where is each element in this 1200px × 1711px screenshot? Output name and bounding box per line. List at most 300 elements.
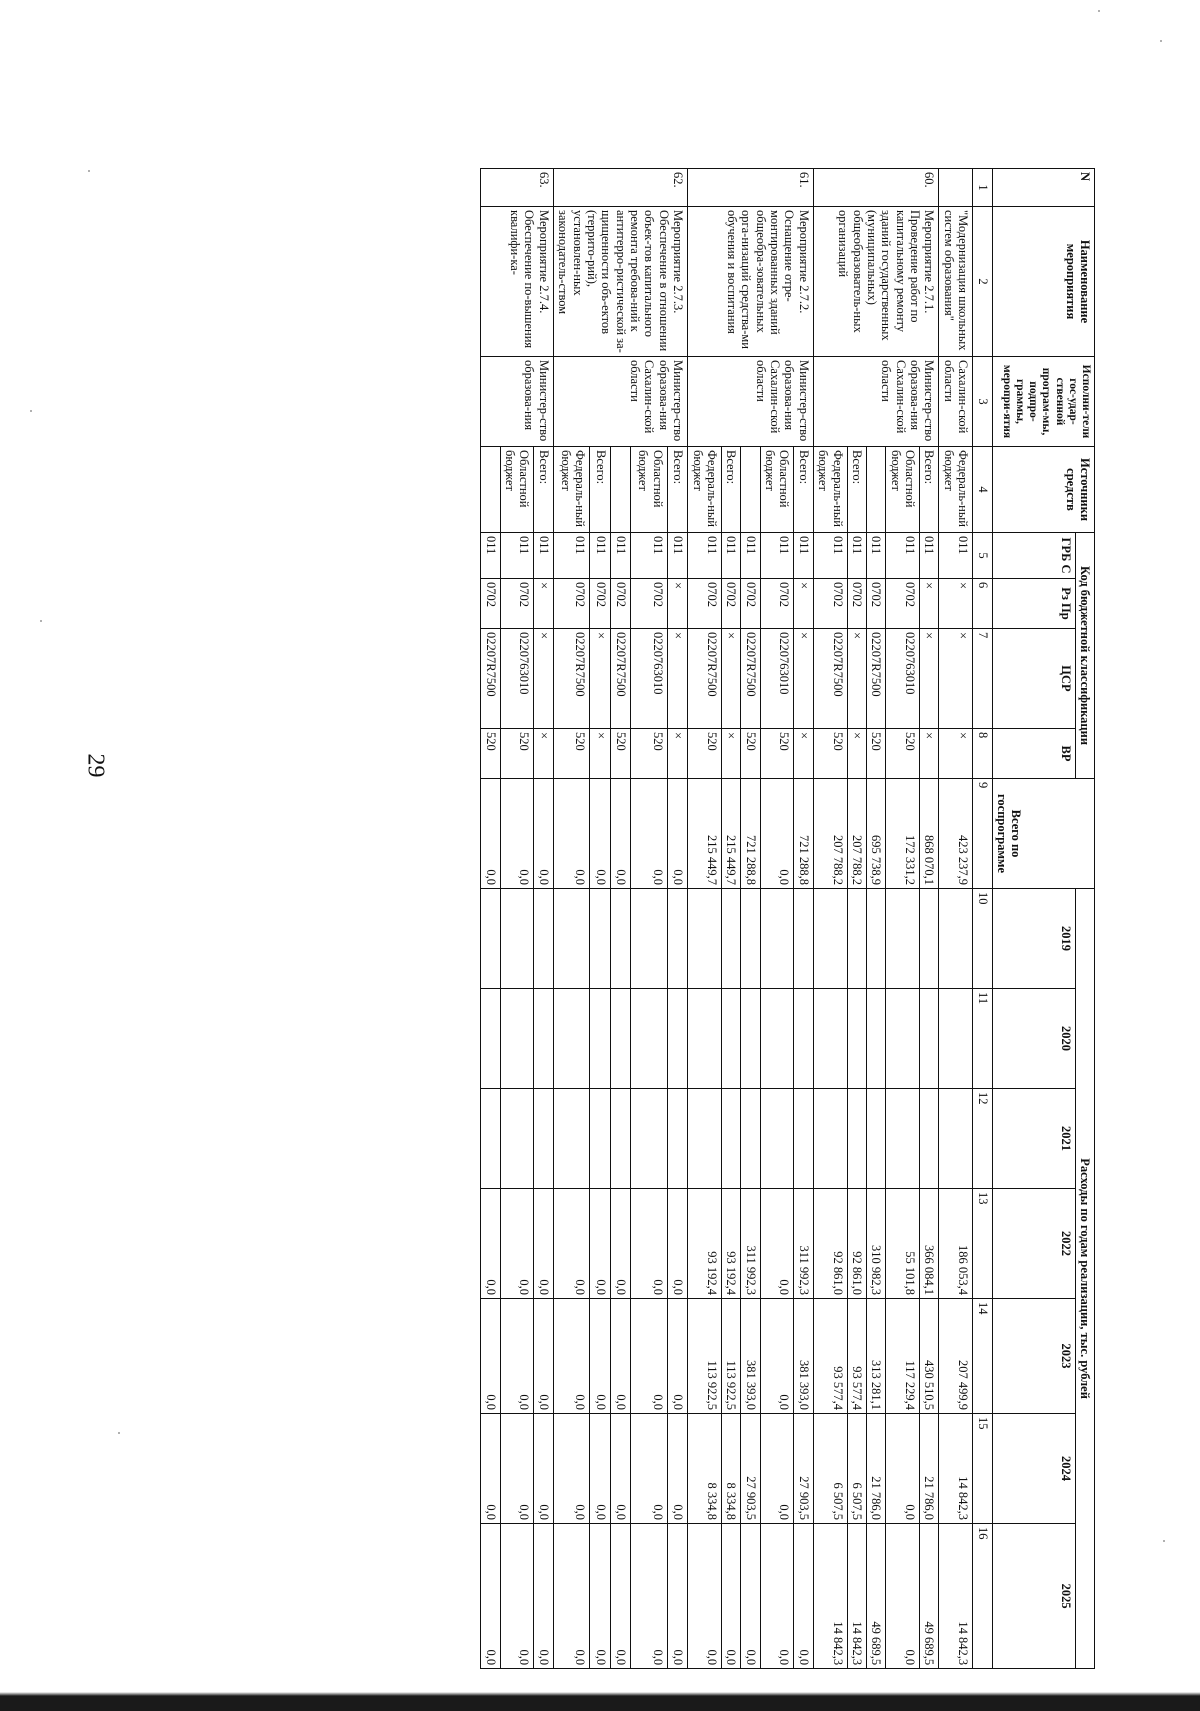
cell-name: Мероприятие 2.7.1. Проведение работ по капитальному ремонту зданий государственных (муниципальных) общеобразователь-ных организаций <box>813 207 939 357</box>
cell-2024: 6 507,5 <box>813 1414 847 1524</box>
table-row <box>939 169 973 1669</box>
cell-2024: 0,0 <box>631 1414 667 1524</box>
header-n: N <box>992 169 1094 207</box>
cell-2024: 21 786,0 <box>867 1414 886 1524</box>
cell-source <box>867 447 886 533</box>
cell-total: 0,0 <box>610 779 631 889</box>
cell-rzpr: 0702 <box>481 579 500 629</box>
cell-rzpr: × <box>667 579 688 629</box>
cell-vr: 520 <box>500 729 534 779</box>
cell-csr: × <box>590 629 611 729</box>
cell-2023: 313 281,1 <box>867 1299 886 1414</box>
cell-vr: 520 <box>741 729 760 779</box>
cell-2025: 0,0 <box>794 1524 813 1669</box>
cell-2019 <box>553 889 589 989</box>
cell-2021 <box>610 1089 631 1189</box>
cell-2020 <box>813 989 847 1089</box>
cell-grbs: 011 <box>886 533 920 579</box>
cell-vr: 520 <box>688 729 722 779</box>
cell-name: "Модернизация школьных систем образования" <box>939 207 973 357</box>
scan-speck <box>1098 10 1100 12</box>
header-year-2024: 2024 <box>992 1414 1075 1524</box>
cell-n <box>939 169 973 207</box>
cell-2025: 0,0 <box>886 1524 920 1669</box>
cell-2021 <box>760 1089 794 1189</box>
header-year-2019: 2019 <box>992 889 1075 989</box>
column-number: 16 <box>973 1524 992 1669</box>
cell-2022: 0,0 <box>631 1189 667 1299</box>
cell-2019 <box>741 889 760 989</box>
cell-2021 <box>481 1089 500 1189</box>
cell-2024: 0,0 <box>886 1414 920 1524</box>
cell-vr: 520 <box>553 729 589 779</box>
cell-2019 <box>920 889 939 989</box>
cell-2023: 0,0 <box>610 1299 631 1414</box>
cell-vr: 520 <box>631 729 667 779</box>
cell-2024: 0,0 <box>553 1414 589 1524</box>
cell-csr: 02207R7500 <box>553 629 589 729</box>
scan-speck <box>40 620 42 622</box>
cell-vr: × <box>794 729 813 779</box>
header-grbs: ГРБ С <box>992 533 1075 579</box>
cell-n: 60. <box>813 169 939 207</box>
cell-vr: × <box>667 729 688 779</box>
column-number: 1 <box>973 169 992 207</box>
header-code-group: Код бюджетной классификации <box>1075 533 1094 779</box>
cell-csr: 02207R7500 <box>481 629 500 729</box>
cell-2020 <box>794 989 813 1089</box>
table-row <box>667 169 688 1669</box>
cell-csr: × <box>847 629 866 729</box>
cell-2023: 381 393,0 <box>741 1299 760 1414</box>
cell-source: Федераль-ный бюджет <box>813 447 847 533</box>
cell-2020 <box>631 989 667 1089</box>
column-number: 10 <box>973 889 992 989</box>
cell-2021 <box>667 1089 688 1189</box>
cell-csr: 02207R7500 <box>813 629 847 729</box>
cell-2021 <box>553 1089 589 1189</box>
cell-rzpr: × <box>939 579 973 629</box>
cell-2023: 381 393,0 <box>794 1299 813 1414</box>
cell-2019 <box>610 889 631 989</box>
budget-table <box>480 168 1095 1669</box>
cell-vr: 520 <box>760 729 794 779</box>
cell-rzpr: 0702 <box>722 579 741 629</box>
column-number: 3 <box>973 357 992 447</box>
cell-total: 0,0 <box>590 779 611 889</box>
cell-total: 0,0 <box>481 779 500 889</box>
cell-2021 <box>847 1089 866 1189</box>
cell-rzpr: 0702 <box>847 579 866 629</box>
header-year-2020: 2020 <box>992 989 1075 1089</box>
header-total: Всего по госпрограмме <box>992 779 1094 889</box>
cell-rzpr: 0702 <box>813 579 847 629</box>
cell-2024: 0,0 <box>481 1414 500 1524</box>
cell-exec: Министер-ство образова-ния Сахалин-ской области <box>813 357 939 447</box>
cell-csr: 02207R7500 <box>610 629 631 729</box>
cell-grbs: 011 <box>500 533 534 579</box>
cell-source: Областной бюджет <box>500 447 534 533</box>
cell-vr: 520 <box>813 729 847 779</box>
cell-2019 <box>631 889 667 989</box>
header-years-group: Расходы по годам реализации, тыс. рублей <box>1075 889 1094 1669</box>
cell-2023: 0,0 <box>481 1299 500 1414</box>
cell-2024: 0,0 <box>610 1414 631 1524</box>
cell-rzpr: 0702 <box>590 579 611 629</box>
cell-grbs: 011 <box>631 533 667 579</box>
cell-2021 <box>920 1089 939 1189</box>
cell-grbs: 011 <box>553 533 589 579</box>
cell-csr: 0220763010 <box>631 629 667 729</box>
cell-rzpr: 0702 <box>500 579 534 629</box>
header-csr: ЦСР <box>992 629 1075 729</box>
cell-2022: 0,0 <box>610 1189 631 1299</box>
cell-grbs: 011 <box>920 533 939 579</box>
column-number: 4 <box>973 447 992 533</box>
cell-grbs: 011 <box>760 533 794 579</box>
cell-2020 <box>886 989 920 1089</box>
cell-2025: 0,0 <box>760 1524 794 1669</box>
cell-2024: 27 903,5 <box>794 1414 813 1524</box>
cell-2025: 0,0 <box>610 1524 631 1669</box>
cell-2023: 93 577,4 <box>813 1299 847 1414</box>
cell-total: 172 331,2 <box>886 779 920 889</box>
cell-rzpr: × <box>534 579 553 629</box>
cell-source: Всего: <box>847 447 866 533</box>
cell-source: Всего: <box>667 447 688 533</box>
cell-2025: 0,0 <box>481 1524 500 1669</box>
cell-2019 <box>939 889 973 989</box>
cell-2022: 93 192,4 <box>722 1189 741 1299</box>
cell-source: Всего: <box>590 447 611 533</box>
cell-2023: 0,0 <box>534 1299 553 1414</box>
cell-grbs: 011 <box>847 533 866 579</box>
cell-2023: 0,0 <box>667 1299 688 1414</box>
cell-2023: 93 577,4 <box>847 1299 866 1414</box>
cell-2022: 0,0 <box>500 1189 534 1299</box>
cell-2019 <box>886 889 920 989</box>
cell-2025: 0,0 <box>534 1524 553 1669</box>
cell-2021 <box>794 1089 813 1189</box>
cell-2023: 0,0 <box>553 1299 589 1414</box>
cell-2025: 49 689,5 <box>920 1524 939 1669</box>
header-year-2023: 2023 <box>992 1299 1075 1414</box>
cell-total: 423 237,9 <box>939 779 973 889</box>
cell-grbs: 011 <box>813 533 847 579</box>
cell-grbs: 011 <box>481 533 500 579</box>
header-vr: ВР <box>992 729 1075 779</box>
cell-2022: 186 053,4 <box>939 1189 973 1299</box>
cell-grbs: 011 <box>667 533 688 579</box>
cell-2020 <box>867 989 886 1089</box>
cell-2019 <box>500 889 534 989</box>
cell-rzpr: 0702 <box>631 579 667 629</box>
cell-2023: 0,0 <box>760 1299 794 1414</box>
cell-2024: 0,0 <box>667 1414 688 1524</box>
cell-exec: Министер-ство образова-ния Сахалин-ской области <box>553 357 687 447</box>
cell-2019 <box>813 889 847 989</box>
cell-2025: 0,0 <box>590 1524 611 1669</box>
cell-2019 <box>794 889 813 989</box>
cell-2020 <box>610 989 631 1089</box>
cell-2019 <box>867 889 886 989</box>
cell-2019 <box>688 889 722 989</box>
cell-csr: × <box>534 629 553 729</box>
header-source: Источники средств <box>992 447 1094 533</box>
cell-2020 <box>553 989 589 1089</box>
scan-speck <box>30 410 32 412</box>
header-name: Наименование мероприятия <box>992 207 1094 357</box>
table-row <box>534 169 553 1669</box>
column-number: 6 <box>973 579 992 629</box>
cell-source: Федераль-ный бюджет <box>553 447 589 533</box>
cell-2021 <box>886 1089 920 1189</box>
cell-2021 <box>867 1089 886 1189</box>
column-number: 15 <box>973 1414 992 1524</box>
cell-2025: 14 842,3 <box>939 1524 973 1669</box>
cell-2021 <box>631 1089 667 1189</box>
cell-name: Мероприятие 2.7.2. Оснащение отре-монтированных зданий общеобра-зовательных орга-низаций средства-ми обучения и воспитания <box>688 207 814 357</box>
cell-rzpr: 0702 <box>610 579 631 629</box>
cell-2020 <box>939 989 973 1089</box>
cell-total: 0,0 <box>631 779 667 889</box>
header-rzpr: Рз Пр <box>992 579 1075 629</box>
cell-2020 <box>534 989 553 1089</box>
cell-2023: 0,0 <box>590 1299 611 1414</box>
header-year-2025: 2025 <box>992 1524 1075 1669</box>
column-number: 12 <box>973 1089 992 1189</box>
cell-2022: 311 992,3 <box>741 1189 760 1299</box>
cell-2019 <box>481 889 500 989</box>
cell-2025: 0,0 <box>722 1524 741 1669</box>
cell-total: 0,0 <box>667 779 688 889</box>
cell-2019 <box>760 889 794 989</box>
cell-grbs: 011 <box>722 533 741 579</box>
cell-2022: 0,0 <box>760 1189 794 1299</box>
cell-2020 <box>481 989 500 1089</box>
cell-csr: 02207R7500 <box>688 629 722 729</box>
cell-grbs: 011 <box>867 533 886 579</box>
cell-2024: 21 786,0 <box>920 1414 939 1524</box>
cell-2022: 0,0 <box>667 1189 688 1299</box>
cell-2022: 0,0 <box>553 1189 589 1299</box>
cell-vr: × <box>939 729 973 779</box>
cell-n: 61. <box>688 169 814 207</box>
cell-vr: 520 <box>886 729 920 779</box>
cell-2021 <box>590 1089 611 1189</box>
cell-2023: 113 922,5 <box>722 1299 741 1414</box>
cell-source: Всего: <box>794 447 813 533</box>
cell-grbs: 011 <box>610 533 631 579</box>
cell-2024: 0,0 <box>534 1414 553 1524</box>
scan-speck <box>1163 1540 1165 1542</box>
cell-2023: 207 499,9 <box>939 1299 973 1414</box>
column-number: 9 <box>973 779 992 889</box>
cell-rzpr: 0702 <box>688 579 722 629</box>
cell-2025: 0,0 <box>688 1524 722 1669</box>
cell-2023: 113 922,5 <box>688 1299 722 1414</box>
cell-total: 0,0 <box>500 779 534 889</box>
cell-rzpr: 0702 <box>741 579 760 629</box>
cell-vr: 520 <box>867 729 886 779</box>
cell-2020 <box>590 989 611 1089</box>
cell-rzpr: 0702 <box>760 579 794 629</box>
cell-2021 <box>813 1089 847 1189</box>
cell-2024: 0,0 <box>760 1414 794 1524</box>
cell-2023: 0,0 <box>500 1299 534 1414</box>
cell-source: Областной бюджет <box>760 447 794 533</box>
cell-2020 <box>847 989 866 1089</box>
cell-2024: 0,0 <box>590 1414 611 1524</box>
cell-2024: 14 842,3 <box>939 1414 973 1524</box>
cell-csr: × <box>939 629 973 729</box>
cell-2020 <box>741 989 760 1089</box>
cell-csr: 0220763010 <box>500 629 534 729</box>
cell-2024: 8 334,8 <box>688 1414 722 1524</box>
cell-total: 721 288,8 <box>741 779 760 889</box>
cell-2022: 92 861,0 <box>813 1189 847 1299</box>
header-year-2021: 2021 <box>992 1089 1075 1189</box>
cell-grbs: 011 <box>741 533 760 579</box>
column-number: 7 <box>973 629 992 729</box>
cell-total: 215 449,7 <box>722 779 741 889</box>
cell-2020 <box>500 989 534 1089</box>
cell-csr: × <box>794 629 813 729</box>
column-number: 5 <box>973 533 992 579</box>
cell-2019 <box>590 889 611 989</box>
cell-csr: 02207R7500 <box>741 629 760 729</box>
cell-exec: Министер-ство образова-ния <box>481 357 554 447</box>
cell-2022: 311 992,3 <box>794 1189 813 1299</box>
cell-2021 <box>741 1089 760 1189</box>
cell-source <box>481 447 500 533</box>
cell-exec: Сахалин-ской области <box>939 357 973 447</box>
cell-2025: 0,0 <box>631 1524 667 1669</box>
cell-2020 <box>760 989 794 1089</box>
cell-2022: 0,0 <box>534 1189 553 1299</box>
cell-2024: 6 507,5 <box>847 1414 866 1524</box>
cell-2025: 49 689,5 <box>867 1524 886 1669</box>
cell-2019 <box>847 889 866 989</box>
cell-total: 207 788,2 <box>813 779 847 889</box>
cell-2025: 0,0 <box>667 1524 688 1669</box>
cell-csr: 02207R7500 <box>867 629 886 729</box>
cell-vr: 520 <box>481 729 500 779</box>
cell-total: 207 788,2 <box>847 779 866 889</box>
cell-total: 868 070,1 <box>920 779 939 889</box>
cell-2022: 310 982,3 <box>867 1189 886 1299</box>
cell-vr: × <box>847 729 866 779</box>
cell-total: 215 449,7 <box>688 779 722 889</box>
cell-2020 <box>722 989 741 1089</box>
cell-2025: 0,0 <box>553 1524 589 1669</box>
rotated-table-sheet <box>175 168 1095 1668</box>
cell-2025: 14 842,3 <box>813 1524 847 1669</box>
column-number-row <box>973 169 992 1669</box>
cell-rzpr: 0702 <box>553 579 589 629</box>
cell-total: 0,0 <box>553 779 589 889</box>
cell-2021 <box>688 1089 722 1189</box>
cell-2025: 0,0 <box>741 1524 760 1669</box>
header-executors: Исполни-тели гос-удар-ственной програм-мы, подпро-граммы, меропри-ятия <box>992 357 1094 447</box>
cell-2024: 27 903,5 <box>741 1414 760 1524</box>
cell-total: 0,0 <box>534 779 553 889</box>
cell-rzpr: 0702 <box>886 579 920 629</box>
cell-vr: × <box>920 729 939 779</box>
cell-2019 <box>722 889 741 989</box>
cell-2022: 0,0 <box>481 1189 500 1299</box>
cell-source <box>610 447 631 533</box>
cell-2021 <box>500 1089 534 1189</box>
cell-source: Областной бюджет <box>631 447 667 533</box>
cell-2022: 92 861,0 <box>847 1189 866 1299</box>
cell-source: Всего: <box>920 447 939 533</box>
scan-speck <box>118 1432 120 1434</box>
cell-source: Федераль-ный бюджет <box>688 447 722 533</box>
cell-2020 <box>667 989 688 1089</box>
cell-vr: × <box>590 729 611 779</box>
cell-2021 <box>939 1089 973 1189</box>
page-number: 29 <box>82 753 109 778</box>
cell-grbs: 011 <box>794 533 813 579</box>
cell-2019 <box>667 889 688 989</box>
cell-2025: 14 842,3 <box>847 1524 866 1669</box>
cell-2022: 55 101,8 <box>886 1189 920 1299</box>
scan-speck <box>1160 40 1162 42</box>
cell-2024: 0,0 <box>500 1414 534 1524</box>
cell-2025: 0,0 <box>500 1524 534 1669</box>
cell-n: 63. <box>481 169 554 207</box>
cell-csr: 0220763010 <box>760 629 794 729</box>
cell-2019 <box>534 889 553 989</box>
cell-2020 <box>688 989 722 1089</box>
cell-rzpr: × <box>920 579 939 629</box>
cell-name: Мероприятие 2.7.3. Обеспечение в отношении объек-тов капитального ремонта требова-ний к антитерро-ристической за-щищенности объ-ектов (террито-рий), установлен-ных законодатель-ством <box>553 207 687 357</box>
cell-csr: × <box>920 629 939 729</box>
cell-source <box>741 447 760 533</box>
cell-2021 <box>534 1089 553 1189</box>
cell-vr: × <box>722 729 741 779</box>
cell-source: Федераль-ный бюджет <box>939 447 973 533</box>
cell-total: 0,0 <box>760 779 794 889</box>
cell-2020 <box>920 989 939 1089</box>
cell-grbs: 011 <box>688 533 722 579</box>
table-body <box>481 169 973 1669</box>
cell-rzpr: 0702 <box>867 579 886 629</box>
cell-csr: × <box>667 629 688 729</box>
column-number: 8 <box>973 729 992 779</box>
scan-speck <box>88 170 90 172</box>
cell-total: 695 738,9 <box>867 779 886 889</box>
cell-grbs: 011 <box>590 533 611 579</box>
cell-2023: 117 229,4 <box>886 1299 920 1414</box>
cell-rzpr: × <box>794 579 813 629</box>
cell-2023: 0,0 <box>631 1299 667 1414</box>
cell-exec: Министер-ство образова-ния Сахалин-ской области <box>688 357 814 447</box>
cell-2024: 8 334,8 <box>722 1414 741 1524</box>
cell-name: Мероприятие 2.7.4. Обеспечение по-вышения квалифи-ка- <box>481 207 554 357</box>
table-row <box>920 169 939 1669</box>
cell-vr: × <box>534 729 553 779</box>
header-year-2022: 2022 <box>992 1189 1075 1299</box>
cell-vr: 520 <box>610 729 631 779</box>
cell-n: 62. <box>553 169 687 207</box>
cell-2023: 430 510,5 <box>920 1299 939 1414</box>
cell-csr: 0220763010 <box>886 629 920 729</box>
cell-total: 721 288,8 <box>794 779 813 889</box>
column-number: 14 <box>973 1299 992 1414</box>
cell-csr: × <box>722 629 741 729</box>
